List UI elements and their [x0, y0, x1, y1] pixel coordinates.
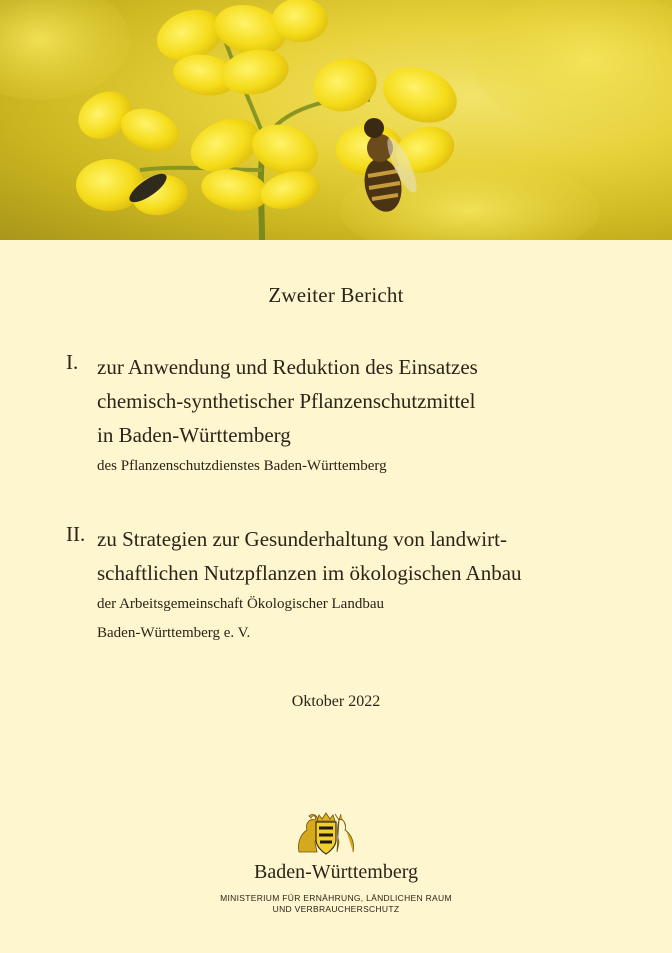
section-author-line: des Pflanzenschutzdienstes Baden-Württemberg: [97, 458, 387, 474]
coat-of-arms-icon: [295, 812, 357, 856]
report-title: Zweiter Bericht: [268, 283, 404, 307]
section-title-line: schaftlichen Nutzpflanzen im ökologischen Anbau: [97, 561, 522, 585]
ministry-line: UND VERBRAUCHERSCHUTZ: [272, 904, 400, 914]
section-number: II.: [66, 522, 86, 546]
ministry-name: [0, 893, 672, 915]
section-title-line: zur Anwendung und Reduktion des Einsatzes: [97, 355, 478, 379]
cover-photo: [0, 0, 672, 240]
ministry-line: MINISTERIUM FÜR ERNÄHRUNG, LÄNDLICHEN RAUM: [220, 893, 452, 903]
section-title-line: zu Strategien zur Gesunderhaltung von landwirt-: [97, 527, 507, 551]
publication-date: Oktober 2022: [291, 693, 381, 710]
section-author-line: Baden-Württemberg e. V.: [97, 625, 251, 641]
section-title-line: in Baden-Württemberg: [97, 423, 291, 447]
rapeseed-flowers-with-bee-photo: [0, 0, 672, 240]
section-title-line: chemisch-synthetischer Pflanzenschutzmittel: [97, 389, 476, 413]
section-author-line: der Arbeitsgemeinschaft Ökologischer Landbau: [97, 596, 384, 612]
section-number: I.: [66, 350, 79, 374]
state-name: Baden-Württemberg: [253, 861, 418, 883]
